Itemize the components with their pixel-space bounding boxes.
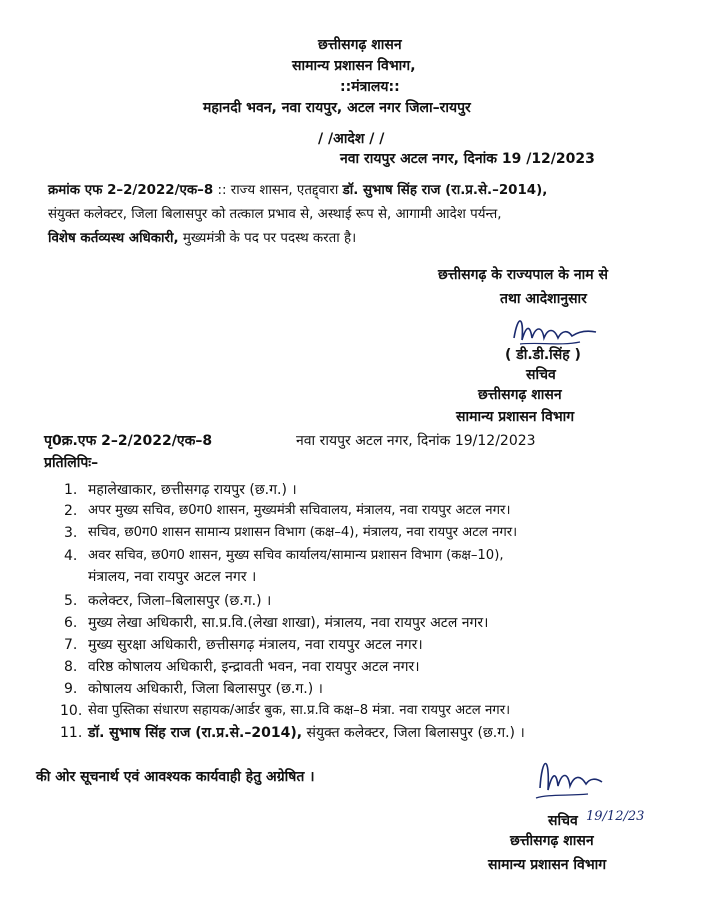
list-item: अपर मुख्य सचिव, छ0ग0 शासन, मुख्यमंत्री सचिवालय, मंत्रालय, नवा रायपुर अटल नगर। — [88, 503, 511, 518]
list-item: अवर सचिव, छ0ग0 शासन, मुख्य सचिव कार्यालय/सामान्य प्रशासन विभाग (कक्ष–10), — [88, 548, 504, 563]
list-item: मुख्य लेखा अधिकारी, सा.प्र.वि.(लेखा शाखा), मंत्रालय, नवा रायपुर अटल नगर। — [88, 615, 489, 631]
list-item: महालेखाकार, छत्तीसगढ़ रायपुर (छ.ग.) । — [88, 482, 297, 498]
list-item: वरिष्ठ कोषालय अधिकारी, इन्द्रावती भवन, नवा रायपुर अटल नगर। — [88, 659, 420, 675]
sig2-designation: सचिव — [548, 813, 578, 829]
list-item-number: 2. — [64, 503, 78, 519]
officer-name: डॉ. सुभाष सिंह राज (रा.प्र.से.–2014), — [342, 183, 548, 198]
header-govt: छत्तीसगढ़ शासन — [318, 37, 402, 53]
sig1-designation: सचिव — [526, 367, 556, 383]
post-title: विशेष कर्तव्यस्थ अधिकारी, — [48, 231, 179, 246]
sig1-name: ( डी.डी.सिंह ) — [505, 347, 581, 363]
order-title: / /आदेश / / — [318, 131, 385, 147]
list-item — [88, 724, 525, 742]
closing-text: की ओर सूचनार्थ एवं आवश्यक कार्यवाही हेतु अग्रेषित । — [36, 769, 315, 785]
sig1-line2: तथा आदेशानुसार — [500, 291, 587, 307]
list-item: सचिव, छ0ग0 शासन सामान्य प्रशासन विभाग (कक्ष–4), मंत्रालय, नवा रायपुर अटल नगर। — [88, 525, 518, 540]
list-item: मुख्य सुरक्षा अधिकारी, छत्तीसगढ़ मंत्रालय, नवा रायपुर अटल नगर। — [88, 637, 423, 653]
order-body-line3: मुख्यमंत्री के पद पर पदस्थ करता है। — [182, 231, 357, 246]
list-item: सेवा पुस्तिका संधारण सहायक/आर्डर बुक, सा.प्र.वि कक्ष–8 मंत्रा. नवा रायपुर अटल नगर। — [88, 703, 511, 718]
order-line-3 — [48, 230, 356, 248]
sig1-govt: छत्तीसगढ़ शासन — [478, 387, 562, 403]
list-item-number: 4. — [64, 548, 78, 564]
header-ministry: ::मंत्रालय:: — [340, 79, 400, 95]
order-place-date: नवा रायपुर अटल नगर, दिनांक 19 /12/2023 — [340, 151, 595, 167]
endorse-ref-no: पृ0क्र.एफ 2–2/2022/एक–8 — [44, 433, 213, 449]
endorse-place-date: नवा रायपुर अटल नगर, दिनांक 19/12/2023 — [296, 433, 536, 449]
signature-2 — [528, 748, 608, 814]
list-item: कोषालय अधिकारी, जिला बिलासपुर (छ.ग.) । — [88, 681, 323, 697]
list-item-number: 7. — [64, 637, 78, 653]
list-item-number: 10. — [60, 703, 83, 719]
list-item-officer-post: संयुक्त कलेक्टर, जिला बिलासपुर (छ.ग.) । — [306, 725, 525, 741]
copy-label: प्रतिलिपिः– — [44, 455, 99, 471]
list-item-number: 6. — [64, 615, 78, 631]
list-item-officer-name: डॉ. सुभाष सिंह राज (रा.प्र.से.–2014), — [88, 725, 303, 741]
sig1-dept: सामान्य प्रशासन विभाग — [456, 409, 575, 425]
sig2-handwritten-date: 19/12/23 — [586, 809, 645, 824]
list-item: कलेक्टर, जिला–बिलासपुर (छ.ग.) । — [88, 593, 272, 609]
sig2-govt: छत्तीसगढ़ शासन — [510, 833, 594, 849]
sig2-dept: सामान्य प्रशासन विभाग — [488, 857, 607, 873]
header-address: महानदी भवन, नवा रायपुर, अटल नगर जिला–रायपुर — [203, 100, 471, 116]
header-dept: सामान्य प्रशासन विभाग, — [292, 58, 416, 74]
order-body-line2: संयुक्त कलेक्टर, जिला बिलासपुर को तत्काल प्रभाव से, अस्थाई रूप से, आगामी आदेश पर्यन्त, — [48, 207, 502, 222]
list-item-number: 3. — [64, 525, 78, 541]
list-item-continuation: मंत्रालय, नवा रायपुर अटल नगर । — [88, 569, 257, 585]
order-line-1 — [48, 182, 547, 200]
list-item-number: 9. — [64, 681, 78, 697]
order-ref-no: क्रमांक एफ 2–2/2022/एक–8 — [48, 183, 214, 198]
list-item-number: 5. — [64, 593, 78, 609]
sig1-line1: छत्तीसगढ़ के राज्यपाल के नाम से — [438, 267, 608, 283]
list-item-number: 1. — [64, 482, 78, 498]
list-item-number: 8. — [64, 659, 78, 675]
order-body-line1: :: राज्य शासन, एतद्द्वारा — [217, 183, 339, 198]
list-item-number: 11. — [60, 725, 83, 741]
